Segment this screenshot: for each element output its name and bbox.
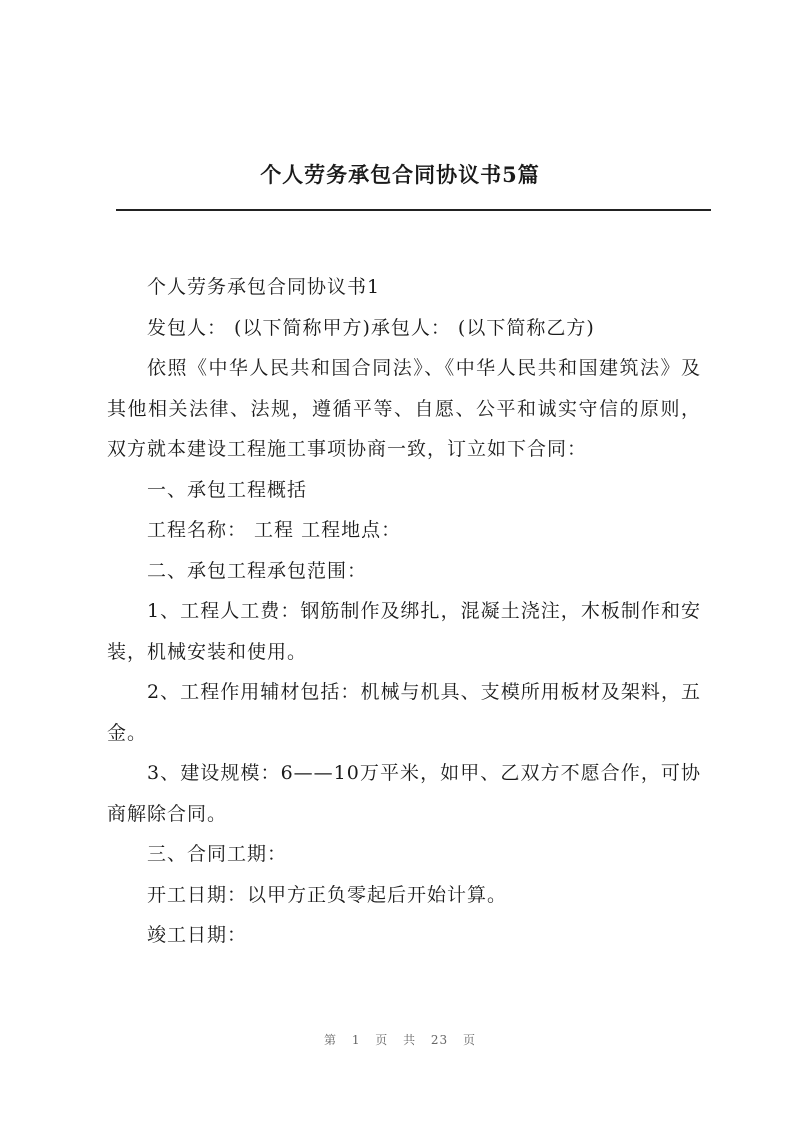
paragraph-start-date: 开工日期：以甲方正负零起后开始计算。 bbox=[147, 883, 508, 906]
paragraph-parties: 发包人： (以下简称甲方)承包人： (以下简称乙方) bbox=[147, 316, 595, 339]
paragraph-item-2: 2、工程作用辅材包括：机械与机具、支模所用板材及架料，五金。 bbox=[107, 681, 701, 744]
section-3-heading: 三、合同工期： bbox=[147, 843, 288, 865]
paragraph-heading-agreement-1: 个人劳务承包合同协议书1 bbox=[147, 276, 381, 298]
paragraph-item-3: 3、建设规模：6——10万平米，如甲、乙双方不愿合作，可协商解除合同。 bbox=[107, 762, 701, 825]
paragraph-completion-date: 竣工日期： bbox=[147, 924, 248, 946]
document-body bbox=[107, 267, 701, 956]
paragraph-legal-basis: 依照《中华人民共和国合同法》、《中华人民共和国建筑法》及其他相关法律、法规，遵循平等、自愿、公平和诚实守信的原则，双方就本建设工程施工事项协商一致，订立如下合同： bbox=[107, 357, 701, 460]
title-underline bbox=[116, 209, 711, 211]
document-title: 个人劳务承包合同协议书5篇 bbox=[260, 162, 540, 187]
page-footer: 第 1 页 共 23 页 bbox=[324, 1033, 476, 1047]
section-1-heading: 一、承包工程概括 bbox=[147, 478, 308, 501]
paragraph-project-name: 工程名称： 工程 工程地点： bbox=[147, 519, 402, 541]
section-2-heading: 二、承包工程承包范围： bbox=[147, 559, 368, 582]
paragraph-item-1: 1、工程人工费：钢筋制作及绑扎，混凝土浇注，木板制作和安装，机械安装和使用。 bbox=[107, 600, 701, 663]
